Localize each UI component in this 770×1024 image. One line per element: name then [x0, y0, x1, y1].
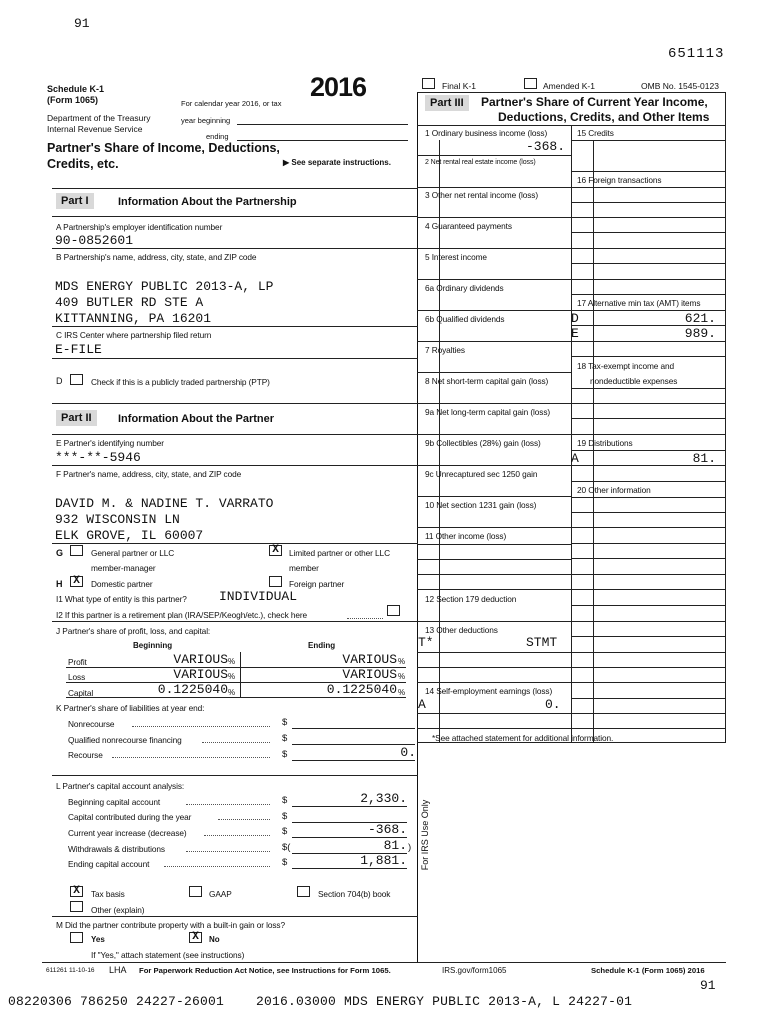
l-withdrawals-dollar: $(: [282, 842, 291, 853]
line16-rule-1: [571, 187, 725, 188]
general-partner-label: General partner or LLC: [91, 548, 175, 558]
l-contributed-dots: [218, 819, 270, 820]
line6a-label: 6a Ordinary dividends: [425, 283, 504, 293]
line11-rule-1: [417, 544, 572, 545]
department-line2: Internal Revenue Service: [47, 124, 143, 134]
line13-rule-2: [417, 667, 572, 668]
line16-rule-8: [571, 294, 725, 295]
m-no-label: No: [209, 935, 220, 944]
other-explain-checkbox[interactable]: [70, 901, 83, 912]
line20-rule-13: [571, 682, 725, 683]
part3-title-line1: Partner's Share of Current Year Income,: [481, 95, 708, 109]
line9c-label: 9c Unrecaptured sec 1250 gain: [425, 469, 538, 479]
line20-rule-7: [571, 589, 725, 590]
line11-rule-4: [417, 589, 572, 590]
foreign-partner-checkbox[interactable]: [269, 576, 282, 587]
line1-value: -368.: [525, 139, 565, 154]
partnership-ein: 90-0852601: [55, 233, 134, 248]
line17-rule-3: [571, 341, 725, 342]
amended-k1-checkbox[interactable]: [524, 78, 537, 89]
k-recourse-dollar: $: [282, 749, 288, 760]
m-label: M Did the partner contribute property with a built-in gain or loss?: [56, 920, 285, 930]
k-qualified-label: Qualified nonrecourse financing: [68, 735, 182, 745]
line17-label: 17 Alternative min tax (AMT) items: [577, 298, 701, 308]
irs-center: E-FILE: [55, 342, 102, 357]
i2-dots: [347, 618, 383, 619]
line9a-rule: [417, 434, 572, 435]
part2-f-rule: [52, 543, 418, 544]
line15-label: 15 Credits: [577, 128, 614, 138]
tax-basis-label: Tax basis: [91, 889, 125, 899]
line19-code: A: [571, 451, 579, 466]
footer-bottom-line: 08220306 786250 24227-26001 2016.03000 MDS ENERGY PUBLIC 2013-A, L 24227-01: [8, 994, 633, 1009]
part1-b-label: B Partnership's name, address, city, state, and ZIP code: [56, 252, 257, 262]
line7-label: 7 Royalties: [425, 345, 465, 355]
j-capital-rule: [66, 697, 406, 698]
line18-rule-1: [571, 388, 725, 389]
line17-code-d: D: [571, 311, 579, 326]
line14-rule-1: [417, 713, 572, 714]
line18-rule-3: [571, 418, 725, 419]
partner-id: ***-**-5946: [55, 450, 141, 465]
k-qualified-dollar: $: [282, 733, 288, 744]
l-contributed-dollar: $: [282, 811, 288, 822]
part1-a-label: A Partnership's employer identification number: [56, 222, 223, 232]
general-partner-checkbox[interactable]: [70, 545, 83, 556]
line20-rule-3: [571, 527, 725, 528]
line17-value-e: 989.: [684, 326, 716, 341]
line15-rule-2: [571, 171, 725, 172]
line10-label: 10 Net section 1231 gain (loss): [425, 500, 537, 510]
part2-f-label: F Partner's name, address, city, state, and ZIP code: [56, 469, 242, 479]
m-yes-label: Yes: [91, 935, 105, 944]
line19-label: 19 Distributions: [577, 438, 633, 448]
j-profit-begin: VARIOUS: [173, 652, 228, 667]
l-withdrawals-dots: [186, 851, 270, 852]
line20-rule-1: [571, 497, 725, 498]
j-capital-begin: 0.1225040: [157, 682, 228, 697]
line16-rule-6: [571, 263, 725, 264]
line16-rule-2: [571, 202, 725, 203]
m-no-checkbox[interactable]: X: [189, 932, 202, 943]
schedule-title: Schedule K-1: [47, 84, 105, 94]
l-bottom-line: [52, 916, 418, 917]
footer-schedule: Schedule K-1 (Form 1065) 2016: [591, 966, 705, 975]
k-nonrecourse-rule: [292, 728, 415, 729]
line16-rule-7: [571, 279, 725, 280]
footer-code: 611261 11-10-16: [46, 967, 95, 974]
limited-partner-label: Limited partner or other LLC: [289, 548, 390, 558]
l-ending-value: 1,881.: [360, 853, 407, 868]
part2-badge: Part II: [56, 410, 97, 426]
line16-rule-5: [571, 248, 725, 249]
line6b-rule: [417, 341, 572, 342]
part1-c-rule: [52, 358, 418, 359]
part1-top-line: [52, 188, 418, 189]
k-recourse-dots: [112, 757, 270, 758]
line2-label: 2 Net rental real estate income (loss): [425, 159, 536, 166]
line17-code-e: E: [571, 326, 579, 341]
line11-rule-3: [417, 574, 572, 575]
year-beginning-line: [237, 124, 408, 125]
line6b-label: 6b Qualified dividends: [425, 314, 505, 324]
domestic-partner-checkbox[interactable]: X: [70, 576, 83, 587]
line3-rule: [417, 217, 572, 218]
part3-badge: Part III: [425, 95, 469, 111]
line16-label: 16 Foreign transactions: [577, 175, 662, 185]
l-beginning-label: Beginning capital account: [68, 797, 161, 807]
final-k1-label: Final K-1: [442, 81, 477, 91]
tax-basis-checkbox[interactable]: X: [70, 886, 83, 897]
line2-rule: [417, 187, 572, 188]
part1-d-letter: D: [56, 376, 63, 386]
foreign-partner-label: Foreign partner: [289, 579, 345, 589]
part2-e-rule: [52, 465, 418, 466]
line4-label: 4 Guaranteed payments: [425, 221, 512, 231]
gaap-label: GAAP: [209, 889, 232, 899]
k-nonrecourse-dots: [132, 726, 270, 727]
footer-lha: LHA: [109, 965, 127, 975]
partner-address: 932 WISCONSIN LN: [55, 512, 180, 527]
line7-rule: [417, 372, 572, 373]
gaap-checkbox[interactable]: [189, 886, 202, 897]
part2-title: Information About the Partner: [118, 413, 275, 425]
j-capital-end-pct: %: [398, 688, 406, 697]
line20-rule-6: [571, 574, 725, 575]
j-loss-label: Loss: [68, 672, 86, 682]
see-attached-note: *See attached statement for additional information.: [432, 733, 614, 743]
partnership-city: KITTANNING, PA 16201: [55, 311, 212, 326]
line19-value: 81.: [692, 451, 716, 466]
triangle-arrow-icon: ▶: [283, 158, 292, 167]
line5-label: 5 Interest income: [425, 252, 487, 262]
k-recourse-label: Recourse: [68, 750, 103, 760]
line11-label: 11 Other income (loss): [425, 531, 507, 541]
line20-rule-9: [571, 621, 725, 622]
ptp-checkbox[interactable]: [70, 374, 83, 385]
part2-header-bottom: [52, 434, 418, 435]
j-profit-label: Profit: [68, 657, 87, 667]
line20-rule-11: [571, 652, 725, 653]
limited-partner-label2: member: [289, 563, 319, 573]
l-withdrawals-label: Withdrawals & distributions: [68, 844, 165, 854]
j-loss-begin: VARIOUS: [173, 667, 228, 682]
footer-paperwork: For Paperwork Reduction Act Notice, see Instructions for Form 1065.: [139, 966, 391, 975]
line13-rule-1: [417, 652, 572, 653]
line18-rule-2: [571, 403, 725, 404]
line9a-label: 9a Net long-term capital gain (loss): [425, 407, 551, 417]
form-code: 651113: [668, 46, 725, 62]
k-qualified-rule: [292, 744, 415, 745]
line3-label: 3 Other net rental income (loss): [425, 190, 539, 200]
line15-rule: [571, 140, 725, 141]
l-beginning-dots: [186, 804, 270, 805]
form-number: (Form 1065): [47, 95, 99, 105]
j-capital-label: Capital: [68, 688, 94, 698]
line8-rule: [417, 403, 572, 404]
retirement-plan-checkbox[interactable]: [387, 605, 400, 616]
l-increase-label: Current year increase (decrease): [68, 828, 187, 838]
line10-rule: [417, 527, 572, 528]
line20-rule-2: [571, 512, 725, 513]
line12-rule: [417, 621, 572, 622]
form-bottom-line: [42, 962, 726, 963]
l-beginning-value: 2,330.: [360, 791, 407, 806]
line20-rule-15: [571, 713, 725, 714]
l-increase-value: -368.: [367, 822, 407, 837]
amended-k1-label: Amended K-1: [543, 81, 595, 91]
line20-rule-5: [571, 558, 725, 559]
j-loss-end: VARIOUS: [342, 667, 397, 682]
j-loss-end-pct: %: [398, 672, 406, 681]
j-beginning-header: Beginning: [133, 641, 173, 650]
j-ending-header: Ending: [308, 641, 336, 650]
line18-rule-4: [571, 434, 725, 435]
j-profit-begin-pct: %: [228, 657, 236, 666]
form-title-line1: Partner's Share of Income, Deductions,: [47, 141, 280, 155]
part3-top-line: [417, 92, 726, 93]
irs-use-only: For IRS Use Only: [420, 799, 430, 871]
ptp-label: Check if this is a publicly traded partnership (PTP): [91, 377, 270, 387]
general-partner-label2: member-manager: [91, 563, 156, 573]
line1-label: 1 Ordinary business income (loss): [425, 128, 548, 138]
line5-rule: [417, 279, 572, 280]
line9b-label: 9b Collectibles (28%) gain (loss): [425, 438, 541, 448]
line18-label-b: nondeductible expenses: [590, 376, 678, 386]
part3-right-border: [725, 92, 726, 742]
tax-year: 2016: [310, 72, 367, 102]
j-label: J Partner's share of profit, loss, and capital:: [56, 626, 211, 636]
line16-rule-3: [571, 217, 725, 218]
part3-title-line2: Deductions, Credits, and Other Items: [498, 110, 710, 124]
l-contributed-label: Capital contributed during the year: [68, 812, 192, 822]
line20-label: 20 Other information: [577, 485, 651, 495]
m-yes-checkbox[interactable]: [70, 932, 83, 943]
l-withdrawals-paren: ): [408, 842, 412, 853]
j-loss-begin-pct: %: [228, 672, 236, 681]
other-explain-label: Other (explain): [91, 905, 145, 915]
j-profit-end-pct: %: [398, 657, 406, 666]
ending-label: ending: [206, 132, 229, 141]
line16-rule-4: [571, 232, 725, 233]
see-instructions: ▶ See separate instructions.: [283, 158, 391, 167]
section704-label: Section 704(b) book: [318, 889, 391, 899]
m-if-yes: If "Yes," attach statement (see instructions): [91, 950, 245, 960]
line13-rule-3: [417, 682, 572, 683]
j-profit-end: VARIOUS: [342, 652, 397, 667]
part1-header-bottom: [52, 216, 418, 217]
k-bottom-line: [52, 775, 418, 776]
line13-code: T*: [418, 635, 434, 650]
section704-checkbox[interactable]: [297, 886, 310, 897]
l-ending-dollar: $: [282, 857, 288, 868]
line18-label-a: 18 Tax-exempt income and: [577, 361, 675, 371]
line20-rule-8: [571, 605, 725, 606]
l-ending-dots: [164, 866, 270, 867]
page-number-top: 91: [74, 16, 90, 31]
i1-label: I1 What type of entity is this partner?: [56, 594, 187, 604]
domestic-partner-label: Domestic partner: [91, 579, 153, 589]
l-ending-label: Ending capital account: [68, 859, 150, 869]
i2-label: I2 If this partner is a retirement plan (IRA/SEP/Keogh/etc.), check here: [56, 610, 308, 620]
l-beginning-dollar: $: [282, 795, 288, 806]
line19-rule-2: [571, 465, 725, 466]
line13-label: 13 Other deductions: [425, 625, 498, 635]
k-recourse-rule: [292, 760, 415, 761]
line20-rule-4: [571, 543, 725, 544]
part1-a-rule: [52, 248, 418, 249]
part1-b-rule: [52, 326, 418, 327]
line20-rule-14: [571, 698, 725, 699]
line14-code: A: [418, 697, 426, 712]
calendar-year-text: For calendar year 2016, or tax: [181, 99, 282, 108]
part1-title: Information About the Partnership: [118, 196, 297, 208]
omb-number: OMB No. 1545-0123: [641, 81, 719, 91]
line13-value: STMT: [526, 635, 558, 650]
j-capital-end: 0.1225040: [326, 682, 397, 697]
part1-badge: Part I: [56, 193, 94, 209]
k-label: K Partner's share of liabilities at year end:: [56, 703, 205, 713]
part1-bottom-line: [52, 403, 418, 404]
line9c-rule: [417, 496, 572, 497]
page-number-bottom: 91: [700, 978, 716, 993]
form-title-line2: Credits, etc.: [47, 157, 119, 171]
final-k1-checkbox[interactable]: [422, 78, 435, 89]
l-label: L Partner's capital account analysis:: [56, 781, 185, 791]
department-line1: Department of the Treasury: [47, 113, 151, 123]
g-letter: G: [56, 548, 64, 558]
line14-label: 14 Self-employment earnings (loss): [425, 686, 553, 696]
l-increase-dollar: $: [282, 826, 288, 837]
l-ending-rule: [292, 868, 407, 869]
line6a-rule: [417, 310, 572, 311]
l-withdrawals-value: 81.: [383, 838, 407, 853]
line11-rule-2: [417, 559, 572, 560]
k-nonrecourse-dollar: $: [282, 717, 288, 728]
line9b-rule: [417, 465, 572, 466]
limited-partner-checkbox[interactable]: X: [269, 545, 282, 556]
i2-rule: [52, 621, 418, 622]
j-column-divider: [240, 652, 241, 697]
partner-city: ELK GROVE, IL 60007: [55, 528, 204, 543]
line12-label: 12 Section 179 deduction: [425, 594, 517, 604]
part1-c-label: C IRS Center where partnership filed return: [56, 330, 212, 340]
footer-url: IRS.gov/form1065: [442, 966, 507, 975]
partnership-address: 409 BUTLER RD STE A: [55, 295, 204, 310]
k-nonrecourse-label: Nonrecourse: [68, 719, 115, 729]
line14-rule-2: [417, 728, 572, 729]
line20-rule-12: [571, 667, 725, 668]
year-beginning-label: year beginning: [181, 116, 231, 125]
l-increase-dots: [204, 835, 270, 836]
part2-e-label: E Partner's identifying number: [56, 438, 164, 448]
line17-rule-4: [571, 356, 725, 357]
partnership-name: MDS ENERGY PUBLIC 2013-A, LP: [55, 279, 274, 294]
k-qualified-dots: [202, 742, 270, 743]
l-beginning-rule: [292, 806, 407, 807]
h-letter: H: [56, 579, 63, 589]
entity-type: INDIVIDUAL: [219, 589, 298, 604]
line8-label: 8 Net short-term capital gain (loss): [425, 376, 549, 386]
k-recourse-value: 0.: [400, 745, 416, 760]
j-capital-begin-pct: %: [228, 688, 236, 697]
line19-rule-3: [571, 481, 725, 482]
line17-value-d: 621.: [684, 311, 716, 326]
partner-name: DAVID M. & NADINE T. VARRATO: [55, 496, 274, 511]
line1-rule: [417, 155, 572, 156]
line20-rule-16: [571, 728, 725, 729]
line20-rule-10: [571, 636, 725, 637]
line4-rule: [417, 248, 572, 249]
line14-value: 0.: [545, 697, 561, 712]
